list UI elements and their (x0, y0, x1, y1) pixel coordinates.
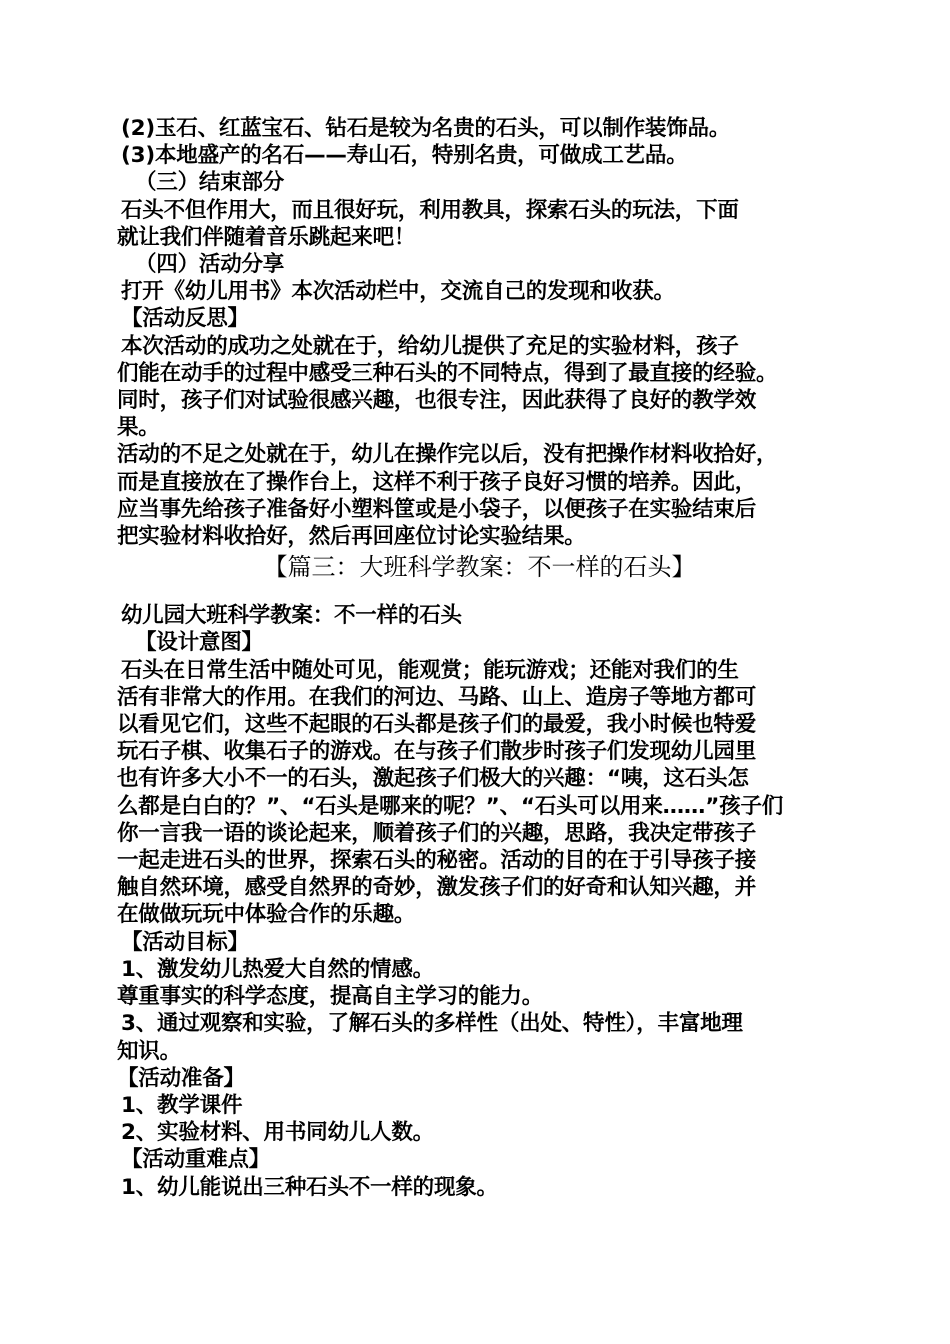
text-line: 【活动准备】 (117, 1065, 245, 1091)
text-line: 活动的不足之处就在于，幼儿在操作完以后，没有把操作材料收拾好， (117, 442, 778, 468)
text-line: 【设计意图】 (135, 630, 263, 656)
text-line: 3、通过观察和实验，了解石头的多样性（出处、特性），丰富地理 (121, 1011, 743, 1037)
text-line: 么都是白白的？”、“石头是哪来的呢？”、“石头可以用来……”孩子们 (117, 793, 784, 819)
text-line: 幼儿园大班科学教案：不一样的石头 (121, 603, 462, 629)
text-line: 触自然环境，感受自然界的奇妙，激发孩子们的好奇和认知兴趣，并 (117, 875, 757, 901)
text-line: (3)本地盛产的名石——寿山石，特别名贵，可做成工艺品。 (121, 143, 688, 169)
section-before-heading (117, 115, 842, 550)
text-line: 就让我们伴随着音乐跳起来吧！ (117, 224, 416, 250)
text-line: 把实验材料收拾好，然后再回座位讨论实验结果。 (117, 524, 586, 550)
section-heading: 【篇三：大班科学教案：不一样的石头】 (263, 553, 696, 582)
text-line: 石头在日常生活中随处可见，能观赏；能玩游戏；还能对我们的生 (121, 657, 739, 683)
text-line: 们能在动手的过程中感受三种石头的不同特点，得到了最直接的经验。 (117, 360, 778, 386)
text-line: 1、幼儿能说出三种石头不一样的现象。 (121, 1174, 498, 1200)
section-after-heading (117, 602, 842, 1200)
text-line: 石头不但作用大，而且很好玩，利用教具，探索石头的玩法，下面 (121, 197, 739, 223)
text-line: 也有许多大小不一的石头，激起孩子们极大的兴趣：“咦，这石头怎 (117, 766, 749, 792)
text-line: 活有非常大的作用。在我们的河边、马路、山上、造房子等地方都可 (117, 684, 757, 710)
text-line: 【活动反思】 (121, 306, 249, 332)
text-line: 本次活动的成功之处就在于，给幼儿提供了充足的实验材料，孩子 (121, 333, 739, 359)
text-line: 在做做玩玩中体验合作的乐趣。 (117, 902, 416, 928)
text-line: 【活动重难点】 (121, 1147, 271, 1173)
text-line: 玩石子棋、收集石子的游戏。在与孩子们散步时孩子们发现幼儿园里 (117, 739, 757, 765)
text-line: 尊重事实的科学态度，提高自主学习的能力。 (117, 984, 544, 1010)
text-line: 应当事先给孩子准备好小塑料筐或是小袋子，以便孩子在实验结束后 (117, 496, 757, 522)
document-body (117, 115, 842, 1201)
text-line: 知识。 (117, 1038, 181, 1064)
text-line: （四）活动分享 (135, 252, 285, 278)
text-line: 以看见它们，这些不起眼的石头都是孩子们的最爱，我小时候也特爱 (117, 712, 757, 738)
text-line: (2)玉石、红蓝宝石、钻石是较为名贵的石头，可以制作装饰品。 (121, 116, 731, 141)
text-line: 而是直接放在了操作台上，这样不利于孩子良好习惯的培养。因此， (117, 469, 757, 495)
text-line: 打开《幼儿用书》本次活动栏中，交流自己的发现和收获。 (121, 279, 675, 305)
text-line: 你一言我一语的谈论起来，顺着孩子们的兴趣，思路，我决定带孩子 (117, 820, 757, 846)
text-line: （三）结束部分 (135, 170, 285, 196)
text-line: 1、激发幼儿热爱大自然的情感。 (121, 956, 434, 982)
text-line: 一起走进石头的世界，探索石头的秘密。活动的目的在于引导孩子接 (117, 848, 757, 874)
text-line: 【活动目标】 (121, 929, 249, 955)
text-line: 同时，孩子们对试验很感兴趣，也很专注，因此获得了良好的教学效 (117, 388, 757, 414)
text-line: 1、教学课件 (121, 1092, 243, 1118)
text-line: 果。 (117, 415, 160, 441)
text-line: 2、实验材料、用书同幼儿人数。 (121, 1120, 434, 1146)
